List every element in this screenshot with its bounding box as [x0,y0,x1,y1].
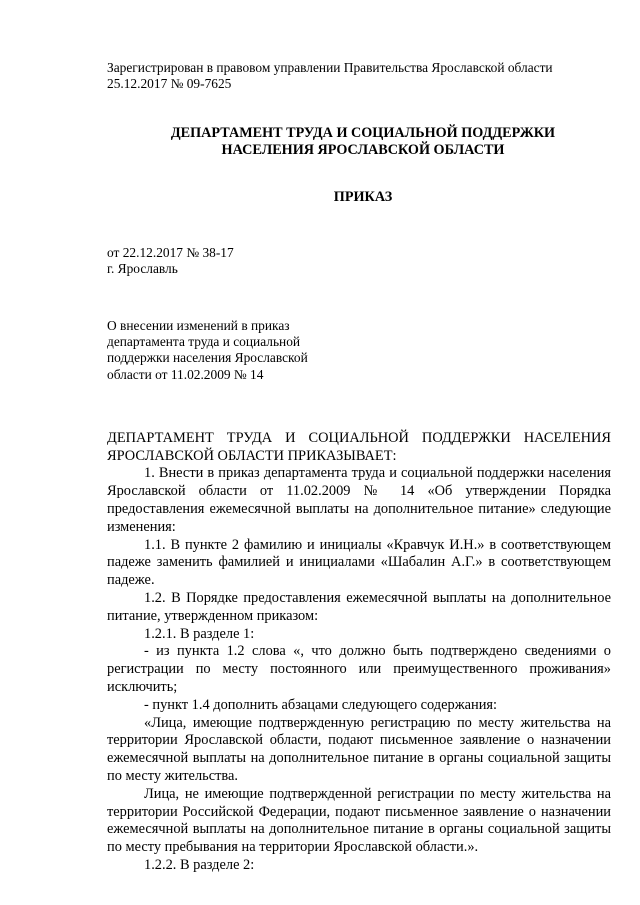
body-dash-item-1: - из пункта 1.2 слова «, что должно быть подтверждено сведениями о регистрации по месту постоянного или преимущественного проживания» исключить; [107,643,611,695]
body-paragraph-1-2: 1.2. В Порядке предоставления ежемесячной выплаты на дополнительное питание, утвержденном приказом: [107,590,611,624]
department-heading [107,125,611,159]
order-body [107,430,611,875]
body-paragraph-1-1: 1.1. В пункте 2 фамилию и инициалы «Кравчук И.Н.» в соответствующем падеже заменить фамилией и инициалами «Шабалин А.Г.» в соответствующем падеже. [107,536,611,589]
order-city: г. Ярославль [107,260,178,276]
order-date-block [107,245,611,277]
subject-line-1: О внесении изменений в приказ [107,318,290,334]
body-quote-paragraph-1: «Лица, имеющие подтвержденную регистрацию по месту жительства на территории Ярославской области, подают письменное заявление о назначении ежемесячной выплаты на дополнительное питание в органы социальной защиты по месту жительства. [107,714,611,784]
body-intro: ДЕПАРТАМЕНТ ТРУДА И СОЦИАЛЬНОЙ ПОДДЕРЖКИ НАСЕЛЕНИЯ ЯРОСЛАВСКОЙ ОБЛАСТИ ПРИКАЗЫВАЕТ: [107,429,611,464]
body-paragraph-1-2-2: 1.2.2. В разделе 2: [144,856,255,873]
registration-note [107,60,611,92]
body-dash-item-2: - пункт 1.4 дополнить абзацами следующего содержания: [144,696,498,713]
subject-line-2: департамента труда и социальной [107,334,301,350]
order-title: ПРИКАЗ [333,189,393,206]
department-heading-line-2: НАСЕЛЕНИЯ ЯРОСЛАВСКОЙ ОБЛАСТИ [221,142,505,159]
order-date: от 22.12.2017 № 38-17 [107,244,234,260]
body-paragraph-1: 1. Внести в приказ департамента труда и социальной поддержки населения Ярославской области от 11.02.2009 № 14 «Об утверждении Порядка предоставления ежемесячной выплаты на дополнительное питание» следующие изменения: [107,465,611,535]
subject-line-4: области от 11.02.2009 № 14 [107,366,264,382]
order-subject [107,318,611,383]
registration-line-1: Зарегистрирован в правовом управлении Правительства Ярославской области [107,60,553,75]
department-heading-line-1: ДЕПАРТАМЕНТ ТРУДА И СОЦИАЛЬНОЙ ПОДДЕРЖКИ [170,125,556,142]
subject-line-3: поддержки населения Ярославской [107,350,308,366]
registration-line-2: 25.12.2017 № 09-7625 [107,76,232,92]
body-quote-paragraph-2: Лица, не имеющие подтвержденной регистрации по месту жительства на территории Российской Федерации, подают письменное заявление о назначении ежемесячной выплаты на дополнительное питание в органы социальной защиты по месту пребывания на территории Ярославской области.». [107,785,611,856]
body-paragraph-1-2-1: 1.2.1. В разделе 1: [144,625,255,642]
